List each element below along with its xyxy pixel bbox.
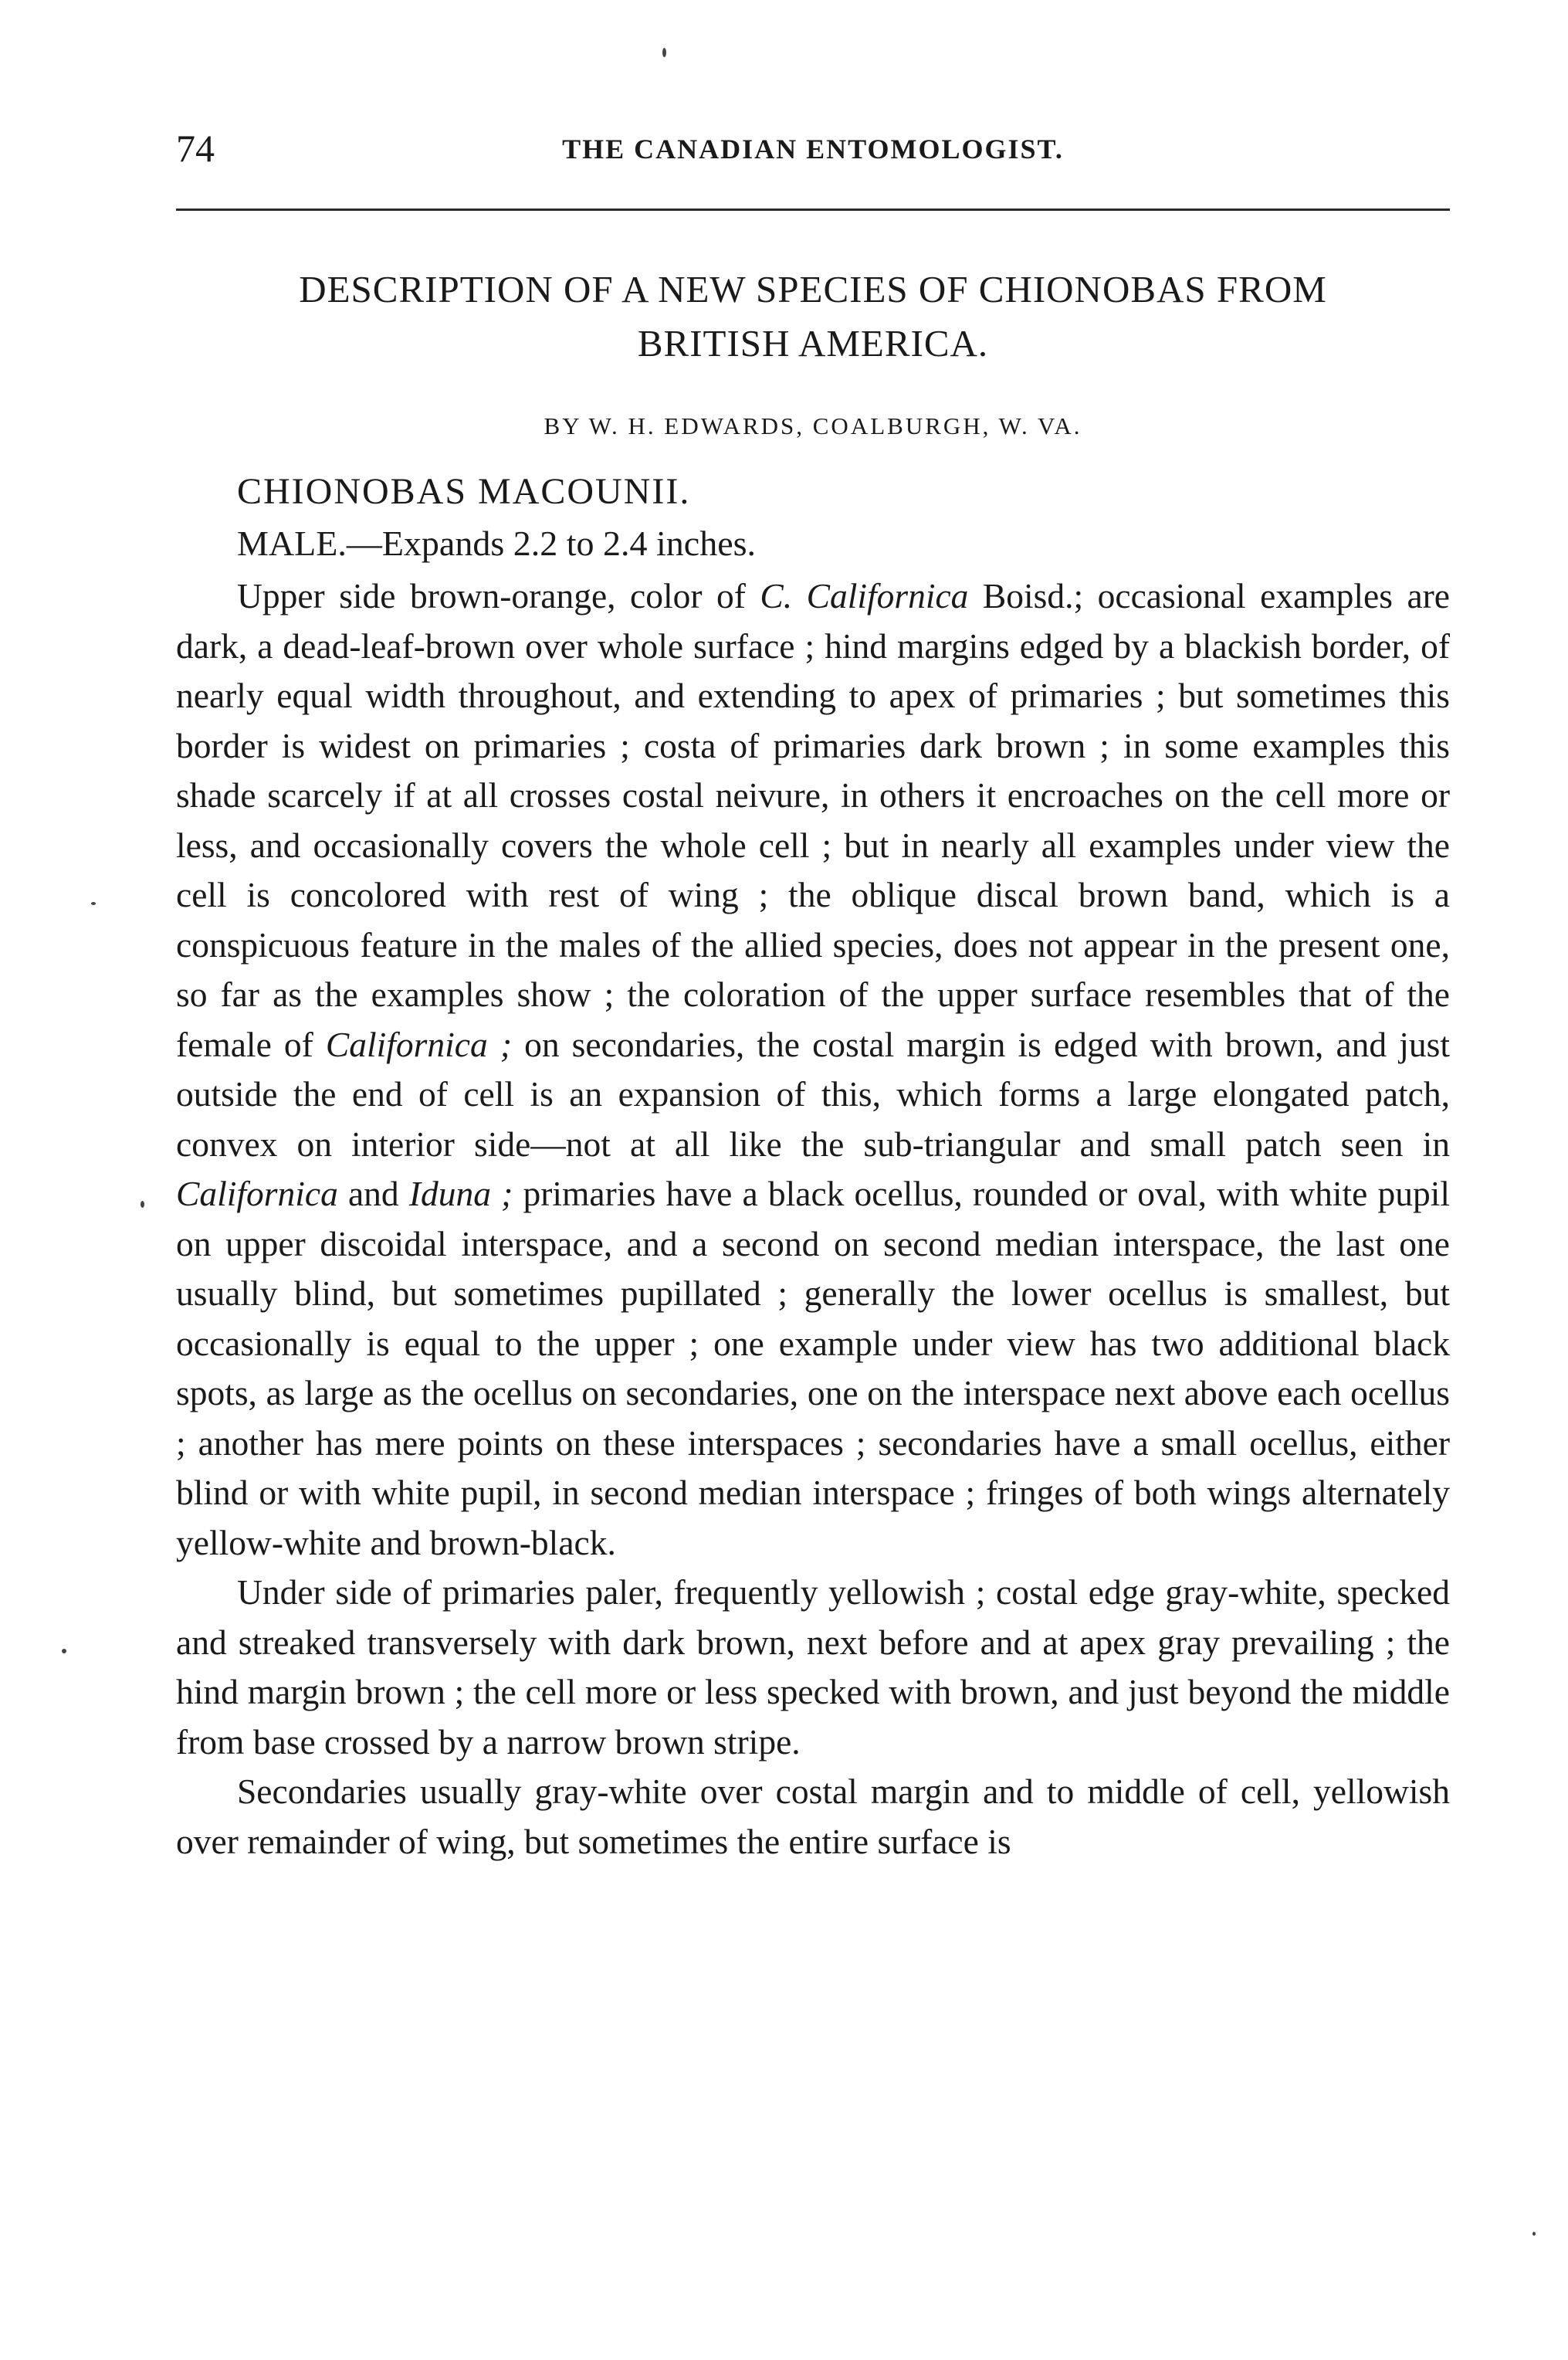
page-number: 74	[176, 127, 215, 170]
byline: BY W. H. EDWARDS, COALBURGH, W. VA.	[544, 412, 1082, 439]
paragraph-under-side-primaries: Under side of primaries paler, frequently yellowish ; costal edge gray-white, specked and streaked transversely with dark brown, next before and at apex gray prevailing ; the hind margin brown ; the cell more or less specked with brown, and just beyond the middle from base crossed by a narrow brown stripe.	[176, 1572, 1450, 1762]
header-rule	[176, 209, 1450, 211]
paragraph-upper-side	[176, 571, 1450, 1568]
italic-species-name: Californica	[176, 1174, 338, 1213]
article-title-line-1: DESCRIPTION OF A NEW SPECIES OF CHIONOBAS FROM	[299, 268, 1327, 310]
paragraph-secondaries: Secondaries usually gray-white over costal margin and to middle of cell, yellowish over remainder of wing, but sometimes the entire surface is	[176, 1772, 1450, 1861]
text-run: Boisd.; occasional examples are dark, a dead-leaf-brown over whole surface ; hind margins edged by a blackish border, of nearly equal width throughout, and extending to apex of primaries ; but sometimes this border is widest on primaries ; costa of primaries dark brown ; in some examples this shade scarcely if at all crosses costal neivure, in others it encroaches on the cell more or less, and occasionally covers the whole cell ; but in nearly all examples under view the cell is concolored with rest of wing ; the oblique discal brown band, which is a conspicuous feature in the males of the allied species, does not appear in the present one, so far as the examples show ; the coloration of the upper surface resembles that of the female of	[176, 576, 1450, 1064]
article-title	[176, 263, 1450, 371]
running-head: THE CANADIAN ENTOMOLOGIST.	[562, 134, 1064, 164]
text-run: Upper side brown-orange, color of	[237, 576, 760, 615]
scan-speck	[62, 1649, 66, 1653]
scan-speck	[1532, 2232, 1536, 2236]
body-text	[176, 571, 1450, 1867]
text-run: and	[337, 1174, 409, 1213]
scan-speck	[141, 1201, 144, 1208]
male-expanse-line: MALE.—Expands 2.2 to 2.4 inches.	[237, 524, 757, 563]
italic-species-name: Iduna ;	[408, 1174, 513, 1213]
text-run: primaries have a black ocellus, rounded or oval, with white pupil on upper discoidal interspace, and a second on second median interspace, the last one usually blind, but sometimes pupillated ; generally the lower ocellus is smallest, but occasionally is equal to the upper ; one example under view has two additional black spots, as large as the ocellus on secondaries, one on the interspace next above each ocellus ; another has mere points on these interspaces ; secondaries have a small ocellus, either blind or with white pupil, in second median interspace ; fringes of both wings alternately yellow-white and brown-black.	[176, 1174, 1450, 1562]
scan-speck	[662, 48, 666, 57]
article-title-line-2: BRITISH AMERICA.	[637, 322, 989, 365]
page-header	[176, 125, 1450, 171]
italic-species-name: C. Californica	[760, 576, 969, 615]
scan-speck	[91, 902, 96, 905]
species-heading: CHIONOBAS MACOUNII.	[237, 471, 691, 512]
italic-species-name: Californica ;	[325, 1024, 512, 1064]
text-run: on secondaries, the costal margin is edged with brown, and just outside the end of cell is an expansion of this, which forms a large elongated patch, convex on interior side—not at all like the sub-triangular and small patch seen in	[176, 1024, 1450, 1164]
